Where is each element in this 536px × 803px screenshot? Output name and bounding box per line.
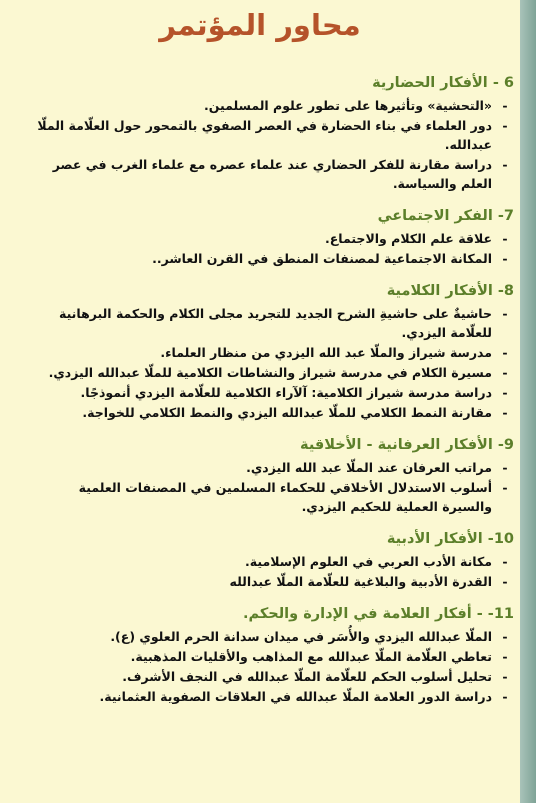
dash-bullet: - [502,118,508,133]
section-heading: 7- الفكر الاجتماعي [377,208,514,224]
list-item [26,96,516,115]
section-theological-ideas [26,280,516,422]
content-area [26,72,516,718]
section-civilizational-ideas [26,72,516,193]
dash-bullet: - [502,157,508,172]
list-item-text: مدرسة شيراز والملّا عبد الله اليزدي من منظار العلماء. [160,345,492,360]
item-list [26,304,516,422]
dash-bullet: - [502,554,508,569]
dash-bullet: - [502,306,508,321]
dash-bullet: - [502,649,508,664]
list-item-text: دور العلماء في بناء الحضارة في العصر الصفوي بالتمحور حول العلّامة الملّا عبدالله. [37,118,492,152]
list-item-text: تعاطي العلّامة الملّا عبدالله مع المذاهب والأقليات المذهبية. [130,649,492,664]
dash-bullet: - [502,365,508,380]
dash-bullet: - [502,689,508,704]
list-item [26,667,516,686]
section-heading: 8- الأفكار الكلامية [386,283,514,299]
list-item [26,552,516,571]
section-administration-governance [26,603,516,706]
list-item [26,229,516,248]
list-item [26,647,516,666]
list-item-text: الملّا عبدالله اليزدي والأُسَر في ميدان سدانة الحرم العلوي (ع). [110,629,492,644]
list-item-text: «التحشية» وتأثيرها على تطور علوم المسلمين. [204,98,492,113]
section-social-thought [26,205,516,268]
list-item [26,249,516,268]
list-item [26,363,516,382]
dash-bullet: - [502,669,508,684]
dash-bullet: - [502,385,508,400]
list-item-text: مراتب العرفان عند الملّا عبد الله اليزدي. [246,460,492,475]
item-list [26,627,516,706]
dash-bullet: - [502,251,508,266]
dash-bullet: - [502,345,508,360]
section-heading: 11- - أفكار العلامة في الإدارة والحكم. [242,606,514,622]
list-item-text: مسيرة الكلام في مدرسة شيراز والنشاطات الكلامية للملّا عبدالله اليزدي. [48,365,492,380]
list-item-text: مقارنة النمط الكلامي للملّا عبدالله اليزدي والنمط الكلامي للخواجة. [82,405,492,420]
list-item-text: دراسة مدرسة شيراز الكلامية: آلآراء الكلامية للعلّامة اليزدي أنموذجًا. [80,385,492,400]
item-list [26,458,516,516]
list-item-text: حاشيةٌ على حاشيةِ الشرح الجديد للتجريد مجلى الكلام والحكمة البرهانية للعلّامة اليزدي. [59,306,492,340]
item-list [26,229,516,268]
list-item [26,304,516,342]
list-item [26,458,516,477]
list-item-text: المكانة الاجتماعية لمصنفات المنطق في القرن العاشر.. [152,251,492,266]
list-item [26,687,516,706]
dash-bullet: - [502,480,508,495]
dash-bullet: - [502,629,508,644]
section-mystical-ethical-ideas [26,434,516,516]
list-item [26,403,516,422]
list-item-text: دراسة الدور العلامة الملّا عبدالله في العلاقات الصفوية العثمانية. [99,689,492,704]
list-item [26,343,516,362]
section-heading: 9- الأفكار العرفانية - الأخلاقية [300,437,514,453]
item-list [26,96,516,193]
item-list [26,552,516,591]
list-item [26,627,516,646]
dash-bullet: - [502,98,508,113]
dash-bullet: - [502,460,508,475]
section-literary-ideas [26,528,516,591]
dash-bullet: - [502,405,508,420]
list-item-text: أسلوب الاستدلال الأخلاقي للحكماء المسلمين في المصنفات العلمية والسيرة العملية للحكيم اليزدي. [78,480,492,514]
list-item [26,116,516,154]
section-heading: 10- الأفكار الأدبية [386,531,514,547]
list-item-text: دراسة مقارنة للفكر الحضاري عند علماء عصره مع علماء الغرب في عصر العلم والسياسة. [52,157,492,191]
dash-bullet: - [502,231,508,246]
list-item [26,478,516,516]
list-item [26,383,516,402]
section-heading: 6 - الأفكار الحضارية [372,75,514,91]
list-item [26,572,516,591]
list-item-text: علاقة علم الكلام والاجتماع. [324,231,492,246]
dash-bullet: - [502,574,508,589]
list-item [26,155,516,193]
page-title: محاور المؤتمر [159,8,361,42]
list-item-text: القدرة الأدبية والبلاغية للعلّامة الملّا عبدالله [229,574,492,589]
list-item-text: تحليل أسلوب الحكم للعلّامة الملّا عبدالله في النجف الأشرف. [122,669,492,684]
page-edge [520,0,536,803]
list-item-text: مكانة الأدب العربي في العلوم الإسلامية. [245,554,492,569]
